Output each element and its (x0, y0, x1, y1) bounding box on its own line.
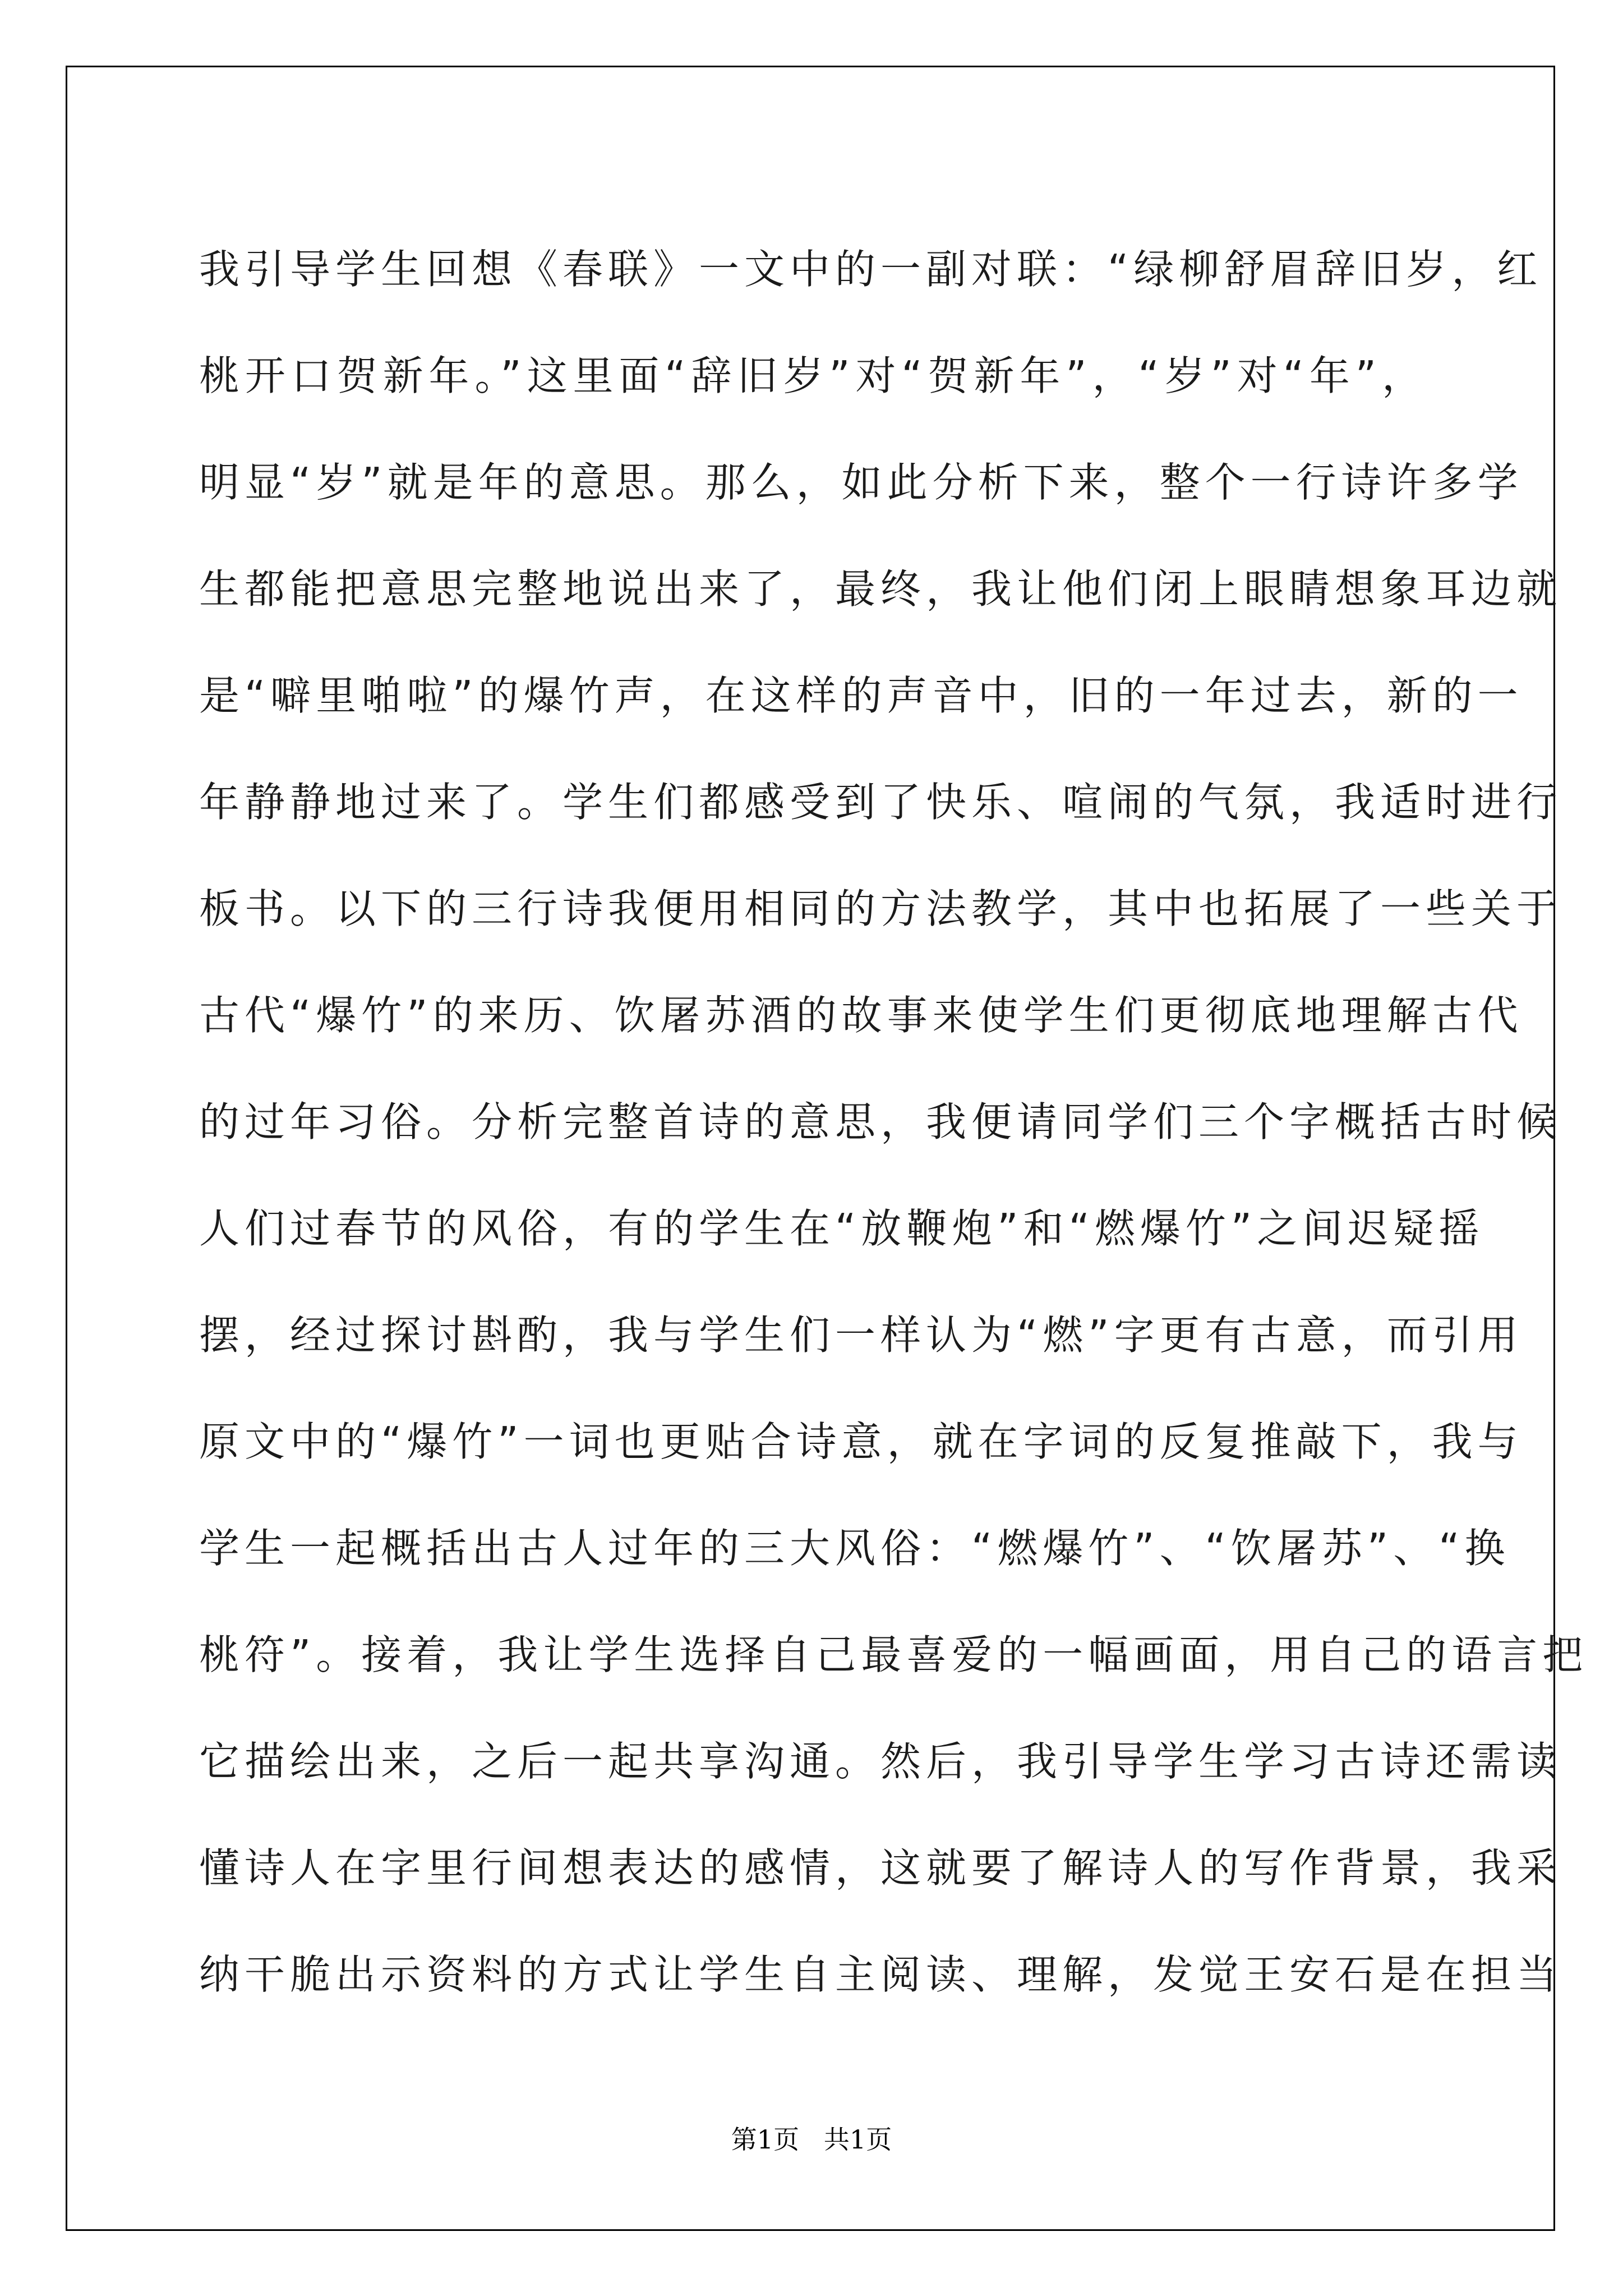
text-line-8: 古代“爆竹”的来历、饮屠苏酒的故事来使学生们更彻底地理解古代 (199, 992, 1523, 1039)
text-line-3: 明显“岁”就是年的意思。那么，如此分析下来，整个一行诗许多学 (199, 459, 1523, 506)
text-line-7: 板书。以下的三行诗我便用相同的方法教学，其中也拓展了一些关于 (199, 885, 1562, 932)
text-line-6: 年静静地过来了。学生们都感受到了快乐、喧闹的气氛，我适时进行 (199, 779, 1562, 826)
text-line-14: 桃符”。接着，我让学生选择自己最喜爱的一幅画面，用自己的语言把 (199, 1631, 1588, 1678)
text-line-9: 的过年习俗。分析完整首诗的意思，我便请同学们三个字概括古时候 (199, 1098, 1562, 1145)
text-line-10: 人们过春节的风俗，有的学生在“放鞭炮”和“燃爆竹”之间迟疑摇 (199, 1205, 1484, 1252)
text-line-11: 摆，经过探讨斟酌，我与学生们一样认为“燃”字更有古意，而引用 (199, 1312, 1523, 1359)
page-number-footer: 第1页 共1页 (731, 2124, 892, 2155)
text-line-1: 我引导学生回想《春联》一文中的一副对联：“绿柳舒眉辞旧岁，红 (199, 246, 1543, 293)
body-text (199, 216, 1588, 2028)
text-line-17: 纳干脆出示资料的方式让学生自主阅读、理解，发觉王安石是在担当 (199, 1951, 1562, 1998)
text-line-16: 懂诗人在字里行间想表达的感情，这就要了解诗人的写作背景，我采 (199, 1844, 1562, 1892)
text-line-5: 是“噼里啪啦”的爆竹声，在这样的声音中，旧的一年过去，新的一 (199, 672, 1523, 719)
text-line-2: 桃开口贺新年。”这里面“辞旧岁”对“贺新年”，“岁”对“年”， (199, 352, 1427, 399)
text-line-12: 原文中的“爆竹”一词也更贴合诗意，就在字词的反复推敲下，我与 (199, 1418, 1523, 1465)
text-line-13: 学生一起概括出古人过年的三大风俗：“燃爆竹”、“饮屠苏”、“换 (199, 1525, 1510, 1572)
text-line-15: 它描绘出来，之后一起共享沟通。然后，我引导学生学习古诗还需读 (199, 1738, 1562, 1785)
text-line-4: 生都能把意思完整地说出来了，最终，我让他们闭上眼睛想象耳边就 (199, 565, 1562, 613)
